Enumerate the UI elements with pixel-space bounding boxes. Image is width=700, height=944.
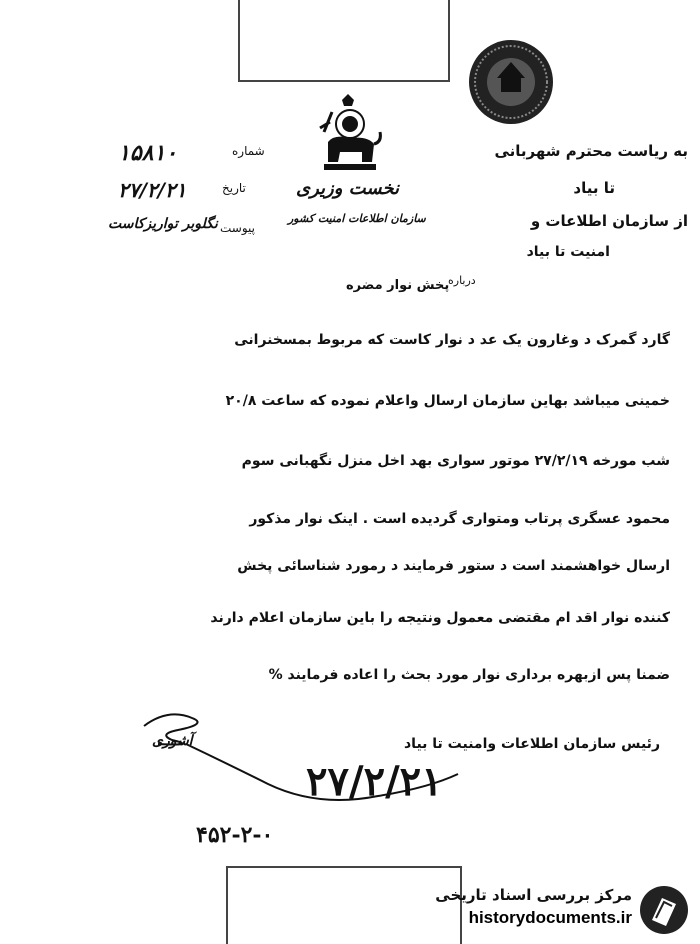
subject-label: درباره — [448, 274, 476, 287]
subject-value: پخش نوار مضره — [346, 278, 450, 293]
date-value: ۲۷/۲/۲۱ — [118, 178, 187, 202]
ministry-title: نخست وزیری — [296, 178, 400, 199]
organization-script: سازمان اطلاعات امنیت کشور — [288, 212, 426, 225]
official-seal-icon — [467, 38, 555, 126]
signatory-name: آشوری — [152, 733, 193, 749]
signatory-title: رئیس سازمان اطلاعات وامنیت تا بیاد — [404, 736, 660, 752]
date-label: تاریخ — [222, 181, 246, 195]
sender-line-2: امنیت تا بیاد — [526, 244, 610, 260]
addressee-line-2: تا بیاد — [573, 179, 615, 197]
watermark-title: مرکز بررسی اسناد تاریخی — [435, 886, 632, 904]
body-line: ضمنا پس ازبهره برداری نوار مورد بحث را اعاده فرمایند % — [268, 667, 670, 683]
reference-number: ۴۵۲-۲-۰ — [196, 822, 274, 848]
body-line: خمینی میباشد بهاین سازمان ارسال واعلام نموده که ساعت ۲۰/۸ — [225, 393, 670, 409]
signature-date: ۲۷/۲/۲۱ — [306, 758, 443, 805]
archive-logo-icon — [638, 884, 690, 936]
lion-and-sun-emblem-icon — [312, 92, 384, 178]
body-line: گارد گمرک د وغارون یک عد د نوار کاست که مربوط بمسخنرانی — [234, 332, 670, 348]
number-label: شماره — [232, 144, 265, 158]
addressee-line-1: به ریاست محترم شهربانی — [494, 142, 688, 160]
number-value: ۱۵۸۱۰ — [118, 140, 178, 166]
body-line: شب مورخه ۲۷/۲/۱۹ موتور سواری بهد اخل منزل نگهبانی سوم — [241, 453, 670, 469]
attachment-label: پیوست — [220, 221, 255, 235]
sender-line-1: از سازمان اطلاعات و — [530, 212, 688, 230]
body-line: ارسال خواهشمند است د ستور فرمایند د رمورد شناسائی پخش — [237, 558, 670, 574]
body-line: کننده نوار اقد ام مقتضی معمول ونتیجه را باین سازمان اعلام دارند — [210, 610, 670, 626]
archive-watermark — [412, 876, 694, 940]
body-line: محمود عسگری پرتاب ومتواری گردیده است . اینک نوار مذکور — [249, 511, 670, 527]
watermark-url: historydocuments.ir — [468, 908, 632, 927]
attachment-value: نگلوبر تواریزکاست — [108, 216, 218, 232]
paper-frame-top — [238, 0, 450, 82]
